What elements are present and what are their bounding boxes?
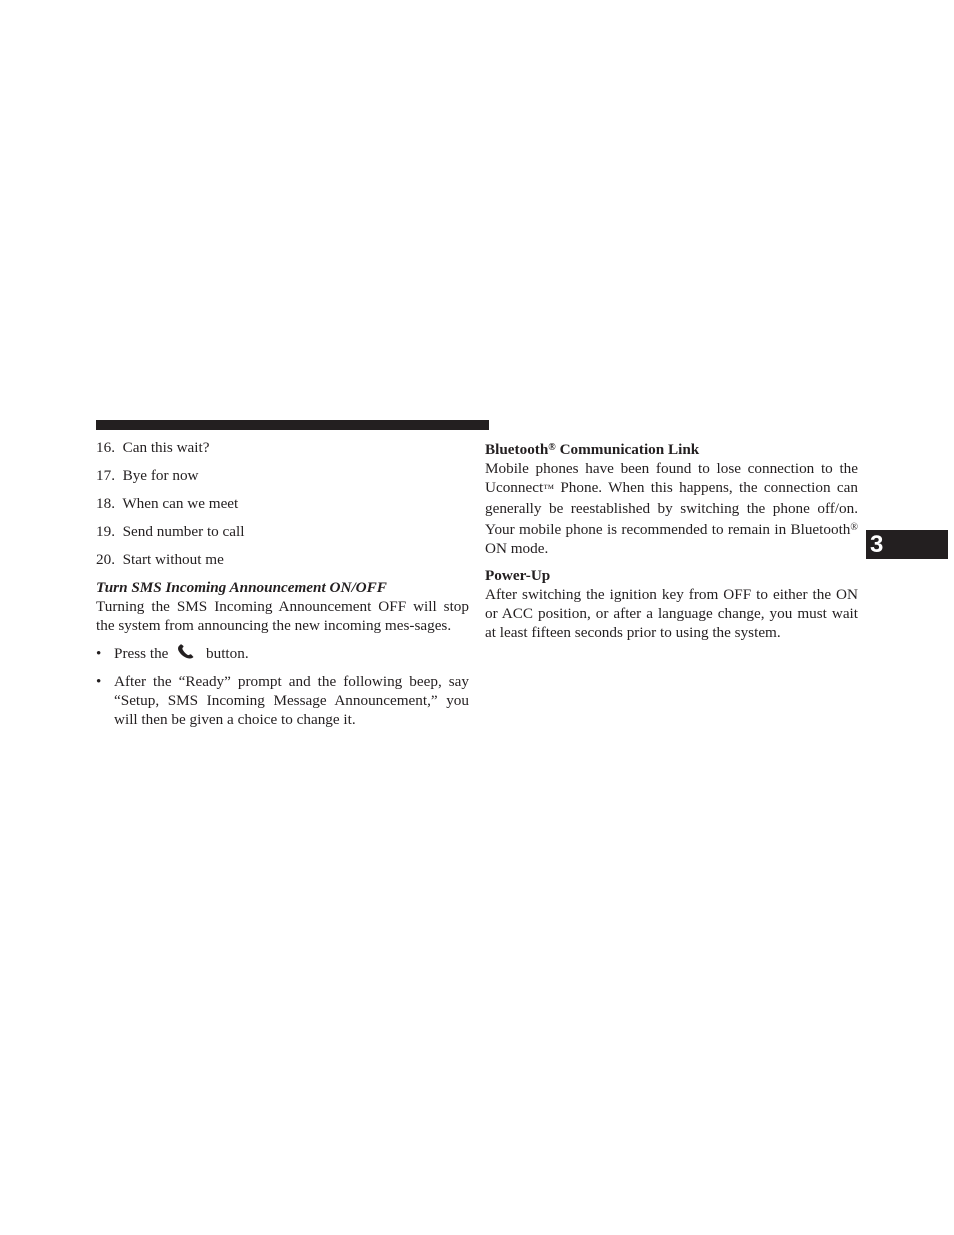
section-top-rule bbox=[96, 420, 489, 430]
chapter-tab: 3 bbox=[866, 530, 948, 559]
list-item: • After the “Ready” prompt and the following beep, say “Setup, SMS Incoming Message Announcement,” you will then be given a choice to change it. bbox=[96, 673, 469, 728]
list-item: • Press the button. bbox=[96, 645, 249, 662]
phone-icon bbox=[176, 644, 198, 660]
numbered-message-list bbox=[96, 438, 469, 578]
power-up-paragraph: After switching the ignition key from OFF to either the ON or ACC position, or after a language change, you must wait at least fifteen seconds prior to using the system. bbox=[485, 586, 858, 641]
bullet: • bbox=[96, 673, 102, 690]
bluetooth-paragraph: Mobile phones have been found to lose connection to the Uconnect™ Phone. When this happens, the connection can generally be reestablished by switching the phone off/on. Your mobile phone is recommended to remain in Bluetooth® ON mode. bbox=[485, 460, 858, 557]
bullet: • bbox=[96, 645, 102, 662]
list-item: 20. Start without me bbox=[96, 551, 224, 568]
power-up-heading: Power-Up bbox=[485, 567, 551, 584]
bluetooth-heading: Bluetooth® Communication Link bbox=[485, 441, 700, 458]
right-column bbox=[485, 438, 858, 642]
list-item: 18. When can we meet bbox=[96, 495, 239, 512]
list-item: 17. Bye for now bbox=[96, 467, 199, 484]
left-column bbox=[96, 438, 469, 729]
sms-announcement-heading: Turn SMS Incoming Announcement ON/OFF bbox=[96, 579, 387, 596]
sms-announcement-paragraph: Turning the SMS Incoming Announcement OFF will stop the system from announcing the new incoming mes-sages. bbox=[96, 598, 469, 634]
instruction-bullets bbox=[96, 644, 469, 729]
list-item: 16. Can this wait? bbox=[96, 439, 210, 456]
list-item: 19. Send number to call bbox=[96, 523, 245, 540]
